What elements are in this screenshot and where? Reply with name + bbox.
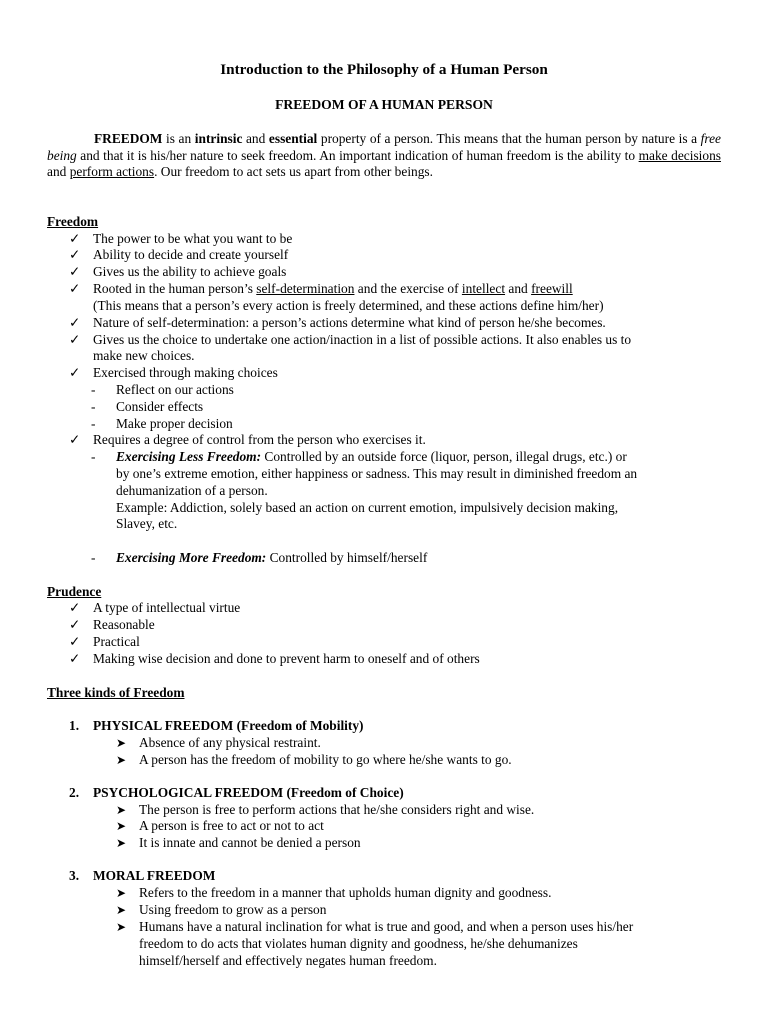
- list-item-text: Gives us the ability to achieve goals: [93, 264, 287, 279]
- freedom-heading: Freedom: [47, 214, 99, 229]
- arrow-list-text: Humans have a natural inclination for what is true and good, and when a person uses his/her: [139, 919, 634, 934]
- list-item-text: (This means that a person’s every action is freely determined, and these actions define him/her): [93, 298, 604, 313]
- arrow-bullet-icon: ➤: [116, 836, 127, 850]
- section-title: PHYSICAL FREEDOM (Freedom of Mobility): [93, 718, 364, 733]
- text-run: Controlled by an outside force (liquor, person, illegal drugs, etc.) or: [261, 449, 627, 464]
- sub-list-text: Reflect on our actions: [116, 382, 234, 397]
- list-item-text: Exercised through making choices: [93, 365, 278, 380]
- dash-bullet: -: [91, 449, 96, 464]
- arrow-bullet-icon: ➤: [116, 753, 127, 767]
- sub-list-text: Example: Addiction, solely based an action on current emotion, impulsively decision making,: [116, 500, 619, 515]
- intro-paragraph: [47, 131, 721, 181]
- list-item-text: Making wise decision and done to prevent harm to oneself and of others: [93, 651, 480, 666]
- list-item-text: Nature of self-determination: a person’s actions determine what kind of person he/she becomes.: [93, 315, 606, 330]
- more-freedom-label: Exercising More Freedom:: [116, 550, 267, 565]
- list-number: 3.: [69, 868, 80, 883]
- arrow-bullet-icon: ➤: [116, 803, 127, 817]
- check-icon: ✓: [69, 634, 81, 649]
- text-run: and the exercise of: [354, 281, 462, 296]
- check-icon: ✓: [69, 247, 81, 262]
- intro-text: is an: [162, 131, 195, 146]
- arrow-list-text: Refers to the freedom in a manner that upholds human dignity and goodness.: [139, 885, 552, 900]
- check-icon: ✓: [69, 651, 81, 666]
- text-run: Controlled by himself/herself: [266, 550, 428, 565]
- check-icon: ✓: [69, 264, 81, 279]
- sub-list-text: Slavey, etc.: [116, 516, 178, 531]
- list-item-text: A type of intellectual virtue: [93, 600, 241, 615]
- sub-list-text: by one’s extreme emotion, either happiness or sadness. This may result in diminished freedom an: [116, 466, 638, 481]
- arrow-bullet-icon: ➤: [116, 736, 127, 750]
- arrow-list-text: Absence of any physical restraint.: [139, 735, 321, 750]
- intro-make-decisions: make decisions: [638, 147, 721, 163]
- list-item-text: Requires a degree of control from the person who exercises it.: [93, 432, 426, 447]
- intro-text: and that it is his/her nature to seek freedom. An important indication of human freedom is the ability to: [76, 147, 639, 163]
- intro-freedom-word: FREEDOM: [94, 131, 163, 146]
- arrow-list-text: The person is free to perform actions that he/she considers right and wise.: [139, 802, 535, 817]
- arrow-bullet-icon: ➤: [116, 819, 127, 833]
- sub-list-text: Make proper decision: [116, 416, 233, 431]
- list-item-text: Practical: [93, 634, 140, 649]
- list-item-text: Ability to decide and create yourself: [93, 247, 289, 262]
- dash-bullet: -: [91, 550, 96, 565]
- intro-text: property of a person. This means that the human person by nature is a: [317, 131, 701, 146]
- intellect-term: intellect: [461, 281, 506, 296]
- arrow-list-text: Using freedom to grow as a person: [139, 902, 327, 917]
- arrow-list-text: A person is free to act or not to act: [139, 818, 324, 833]
- list-item-text: [93, 281, 573, 298]
- document-title: Introduction to the Philosophy of a Human Person: [220, 61, 548, 78]
- dash-bullet: -: [91, 382, 96, 397]
- sub-list-text: [116, 550, 427, 567]
- list-item-text: The power to be what you want to be: [93, 231, 293, 246]
- arrow-list-text: A person has the freedom of mobility to go where he/she wants to go.: [139, 752, 512, 767]
- kinds-heading: Three kinds of Freedom: [47, 685, 185, 700]
- intro-free-being: free being: [47, 131, 721, 163]
- check-icon: ✓: [69, 281, 81, 296]
- text-run: Rooted in the human person’s: [93, 281, 257, 296]
- dash-bullet: -: [91, 399, 96, 414]
- intro-text: and: [47, 164, 70, 180]
- document-subtitle: FREEDOM OF A HUMAN PERSON: [275, 97, 493, 112]
- check-icon: ✓: [69, 332, 81, 347]
- dash-bullet: -: [91, 416, 96, 431]
- section-title: MORAL FREEDOM: [93, 868, 216, 883]
- list-number: 1.: [69, 718, 80, 733]
- arrow-bullet-icon: ➤: [116, 903, 127, 917]
- check-icon: ✓: [69, 315, 81, 330]
- list-item-text: make new choices.: [93, 348, 195, 363]
- sub-list-text: dehumanization of a person.: [116, 483, 268, 498]
- sub-list-text: [116, 449, 627, 466]
- check-icon: ✓: [69, 617, 81, 632]
- intro-text: . Our freedom to act sets us apart from other beings.: [154, 164, 433, 180]
- check-icon: ✓: [69, 231, 81, 246]
- intro-intrinsic: intrinsic: [194, 131, 243, 146]
- check-icon: ✓: [69, 432, 81, 447]
- intro-text: and: [242, 131, 269, 146]
- intro-essential: essential: [268, 131, 318, 146]
- sub-list-text: Consider effects: [116, 399, 204, 414]
- list-number: 2.: [69, 785, 80, 800]
- text-run: and: [505, 281, 532, 296]
- arrow-bullet-icon: ➤: [116, 920, 127, 934]
- arrow-list-text: himself/herself and effectively negates human freedom.: [139, 953, 437, 968]
- intro-perform-actions: perform actions: [69, 164, 155, 180]
- arrow-bullet-icon: ➤: [116, 886, 127, 900]
- freewill-term: freewill: [531, 281, 573, 296]
- list-item-text: Reasonable: [93, 617, 155, 632]
- less-freedom-label: Exercising Less Freedom:: [116, 449, 262, 464]
- list-item-text: Gives us the choice to undertake one action/inaction in a list of possible actions. It also enables us to: [93, 332, 632, 347]
- section-title: PSYCHOLOGICAL FREEDOM (Freedom of Choice): [93, 785, 404, 800]
- arrow-list-text: It is innate and cannot be denied a person: [139, 835, 361, 850]
- arrow-list-text: freedom to do acts that violates human dignity and goodness, he/she dehumanizes: [139, 936, 578, 951]
- self-determination-term: self-determination: [256, 281, 355, 296]
- prudence-heading: Prudence: [47, 584, 102, 599]
- check-icon: ✓: [69, 600, 81, 615]
- check-icon: ✓: [69, 365, 81, 380]
